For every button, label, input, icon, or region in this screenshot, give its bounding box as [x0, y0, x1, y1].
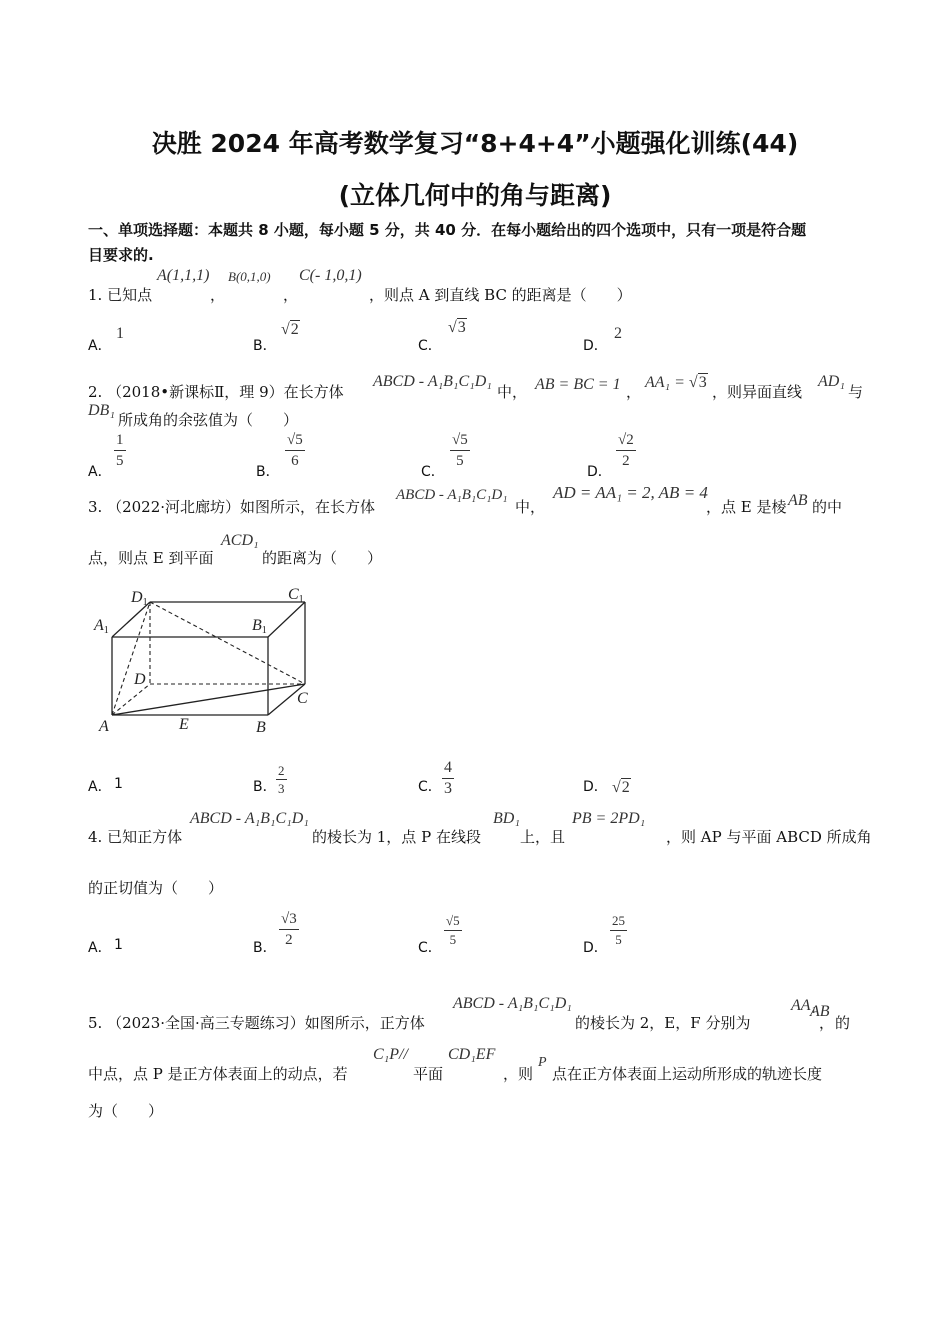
q4-tail: ，则 AP 与平面 ABCD 所成角: [666, 828, 872, 846]
q5-tail1: 的: [835, 1014, 851, 1032]
q2-mid2: ，则异面直线: [712, 383, 803, 401]
q2-option-d-value: $\frac{√2}{2}$: [618, 432, 634, 469]
q2-solid: ABCD - A₁B₁C₁D₁: [373, 373, 492, 390]
q1-point-c: C(- 1,0,1): [299, 267, 362, 284]
q5-line2a: 中点，点 P 是正方体表面上的动点，若: [88, 1065, 348, 1083]
fig-label-d: D: [134, 671, 146, 688]
q4-prefix: 4. 已知正方体: [88, 828, 183, 846]
fig-label-e: E: [179, 716, 189, 733]
q4-eq: PB = 2PD₁: [572, 810, 646, 827]
q3-prefix: 3. （2022·河北廊坊）如图所示，在长方体: [88, 498, 376, 516]
q2-db1: DB₁: [88, 402, 115, 419]
q4-solid: ABCD - A₁B₁C₁D₁: [190, 810, 309, 827]
q2-option-b-value: $\frac{√5}{6}$: [287, 432, 303, 469]
q4-option-c-value: $\frac{√5}{5}$: [446, 913, 460, 947]
fig-label-b: B: [256, 719, 266, 736]
q1-point-a: A(1,1,1): [157, 267, 210, 284]
q5-aa1: AA₁: [791, 997, 817, 1014]
q4-option-b-label[interactable]: B．: [253, 940, 277, 956]
q2-option-c-value: $\frac{√5}{5}$: [452, 432, 468, 469]
q1-option-d-label[interactable]: D．: [583, 338, 608, 354]
q2-tail: 所成角的余弦值为（ ）: [118, 411, 299, 429]
q3-ab: AB: [788, 492, 808, 509]
q5-line2b: 平面: [413, 1065, 444, 1083]
q2-yu: 与: [848, 383, 864, 401]
q3-line2a: 点，则点 E 到平面: [88, 549, 214, 567]
q3-option-b-label[interactable]: B．: [253, 779, 277, 795]
q5-line2c: ，则: [503, 1065, 534, 1083]
q1-option-b-value: √2: [281, 321, 299, 338]
q2-option-c-label[interactable]: C．: [421, 464, 445, 480]
q4-option-c-label[interactable]: C．: [418, 940, 442, 956]
q4-mid1: 的棱长为 1，点 P 在线段: [312, 828, 481, 846]
q5-sep: ，: [819, 1014, 835, 1032]
q1-option-d-value: 2: [614, 325, 622, 342]
q3-option-d-value: √2: [612, 779, 630, 796]
q3-option-b-value: $\frac{2}{3}$: [278, 763, 285, 796]
q3-option-d-label[interactable]: D．: [583, 779, 608, 795]
q3-line2b: 的距离为（ ）: [262, 549, 383, 567]
fig-label-a1: A1: [94, 617, 109, 636]
q2-ad1: AD₁: [818, 373, 845, 390]
q4-option-b-value: $\frac{√3}{2}$: [281, 911, 297, 948]
q2-option-d-label[interactable]: D．: [587, 464, 612, 480]
q2-option-a-label[interactable]: A．: [88, 464, 112, 480]
q3-mid2: ，点 E 是棱: [706, 498, 787, 516]
q3-option-c-label[interactable]: C．: [418, 779, 442, 795]
q5-solid: ABCD - A₁B₁C₁D₁: [453, 995, 572, 1012]
q3-figure: [90, 582, 330, 740]
q1-option-a-label[interactable]: A．: [88, 338, 112, 354]
q2-eq1: AB = BC = 1: [535, 376, 621, 393]
page-title: 决胜 2024 年高考数学复习“8+4+4”小题强化训练(44): [151, 129, 799, 158]
q3-option-c-value: $\frac{4}{3}$: [444, 759, 452, 797]
q4-option-d-value: $\frac{25}{5}$: [612, 913, 625, 947]
q3-plane: ACD₁: [221, 532, 259, 549]
q3-tail1: 的中: [812, 498, 843, 516]
q1-option-b-label[interactable]: B．: [253, 338, 277, 354]
q1-point-b: B(0,1,0): [228, 269, 271, 284]
q4-mid2: 上，且: [520, 828, 566, 846]
q3-solid: ABCD - A₁B₁C₁D₁: [396, 487, 508, 503]
q5-plane: CD₁EF: [448, 1046, 496, 1063]
fig-label-d1: D1: [131, 589, 148, 608]
q5-line3: 为（ ）: [88, 1102, 164, 1120]
page-subtitle: (立体几何中的角与距离): [338, 181, 612, 210]
q4-line2: 的正切值为（ ）: [88, 879, 224, 897]
q5-mid1: 的棱长为 2，E，F 分别为: [575, 1014, 751, 1032]
fig-label-c1: C1: [288, 586, 304, 605]
q5-c1p: C₁P//: [373, 1046, 408, 1063]
q4-bd1: BD₁: [493, 810, 520, 827]
q2-sep: ，: [626, 383, 642, 401]
q2-option-b-label[interactable]: B．: [256, 464, 280, 480]
q5-ab: AB: [810, 1003, 830, 1020]
section-heading-line1: 一、单项选择题：本题共 8 小题，每小题 5 分，共 40 分．在每小题给出的四个选项中，只有一项是符合题: [88, 221, 807, 239]
q1-sep-1: ，: [210, 286, 226, 304]
q5-p: P: [538, 1055, 547, 1070]
q3-option-a-value: 1: [114, 776, 123, 792]
q2-option-a-value: $\frac{1}{5}$: [116, 432, 124, 469]
q5-line2d: 点在正方体表面上运动所形成的轨迹长度: [552, 1065, 823, 1083]
q1-option-c-value: √3: [448, 319, 466, 336]
q1-option-c-label[interactable]: C．: [418, 338, 442, 354]
q1-option-a-value: 1: [116, 325, 124, 342]
fig-label-a: A: [99, 718, 109, 735]
section-heading-line2: 目要求的.: [88, 246, 154, 264]
q2-prefix: 2. （2018•新课标Ⅱ，理 9）在长方体: [88, 383, 344, 401]
q4-option-a-label[interactable]: A．: [88, 940, 112, 956]
q1-sep-2: ，: [283, 286, 299, 304]
q2-mid1: 中，: [497, 383, 528, 401]
q3-mid1: 中，: [515, 498, 546, 516]
q1-tail: ，则点 A 到直线 BC 的距离是（ ）: [369, 286, 632, 304]
q4-option-d-label[interactable]: D．: [583, 940, 608, 956]
q3-eq: AD = AA₁ = 2, AB = 4: [553, 483, 708, 502]
q4-option-a-value: 1: [114, 937, 123, 953]
q2-eq2: AA₁ = √3: [645, 374, 707, 391]
q1-prefix: 1. 已知点: [88, 286, 153, 304]
q5-prefix: 5. （2023·全国·高三专题练习）如图所示，正方体: [88, 1014, 425, 1032]
fig-label-b1: B1: [252, 617, 267, 636]
q3-option-a-label[interactable]: A．: [88, 779, 112, 795]
fig-label-c: C: [297, 690, 308, 707]
